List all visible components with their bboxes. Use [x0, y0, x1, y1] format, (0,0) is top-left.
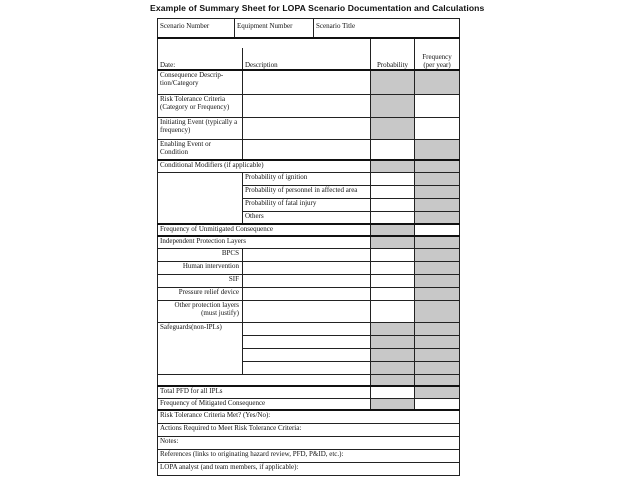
- table-row: [158, 70, 460, 94]
- table-row: [158, 236, 460, 248]
- analyst-label: LOPA analyst (and team members, if applicable):: [158, 462, 460, 475]
- spacer-row: [158, 38, 460, 48]
- risk-tolerance-label: Risk Tolerance Criteria (Category or Frequency): [158, 94, 243, 117]
- table-row: [158, 449, 460, 462]
- table-row: [158, 198, 460, 211]
- scenario-title-label: Scenario Title: [316, 22, 356, 30]
- mitigated-label: Frequency of Mitigated Consequence: [158, 398, 371, 410]
- enabling-event-label: Enabling Event or Condition: [158, 139, 243, 160]
- total-pfd-label: Total PFD for all IPLs: [158, 386, 371, 398]
- table-row: [158, 160, 460, 172]
- human-intervention-label: Human intervention: [158, 261, 243, 274]
- table-row: [158, 94, 460, 117]
- table-row: [158, 287, 460, 300]
- notes-label: Notes:: [158, 436, 460, 449]
- header-row: [158, 19, 460, 39]
- unmitigated-label: Frequency of Unmitigated Consequence: [158, 224, 371, 236]
- ipl-header-label: Independent Protection Layers: [158, 236, 371, 248]
- table-row: [158, 423, 460, 436]
- consequence-label: Consequence Descrip-tion/Category: [158, 70, 243, 94]
- bpcs-label: BPCS: [158, 248, 243, 261]
- prob-ignition-label: Probability of ignition: [243, 172, 371, 185]
- other-layers-label: Other protection layers (must justify): [158, 300, 243, 322]
- probability-header: Probability: [371, 48, 415, 70]
- sheet-title: Example of Summary Sheet for LOPA Scenario Documentation and Calculations: [150, 3, 485, 13]
- frequency-header: Frequency (per year): [415, 48, 460, 70]
- table-row: [158, 322, 460, 335]
- table-row: [158, 436, 460, 449]
- table-row: [158, 248, 460, 261]
- conditional-modifiers-label: Conditional Modifiers (if applicable): [158, 160, 371, 172]
- table-row: [158, 117, 460, 139]
- table-row: [158, 211, 460, 224]
- table-row: [158, 139, 460, 160]
- prob-fatal-label: Probability of fatal injury: [243, 198, 371, 211]
- equipment-number-label: Equipment Number: [235, 19, 314, 37]
- initiating-event-label: Initiating Event (typically a frequency): [158, 117, 243, 139]
- actions-label: Actions Required to Meet Risk Tolerance Criteria:: [158, 423, 460, 436]
- table-row: [158, 261, 460, 274]
- table-row: [158, 224, 460, 236]
- safeguards-label: Safeguards(non-IPLs): [158, 322, 243, 374]
- lopa-summary-table: [157, 18, 460, 476]
- table-row: [158, 410, 460, 423]
- pressure-relief-label: Pressure relief device: [158, 287, 243, 300]
- scenario-number-label: Scenario Number: [158, 19, 235, 37]
- others-label: Others: [243, 211, 371, 224]
- table-row: [158, 462, 460, 475]
- table-row: [158, 172, 460, 185]
- sif-label: SIF: [158, 274, 243, 287]
- table-row: [158, 274, 460, 287]
- criteria-met-label: Risk Tolerance Criteria Met? (Yes/No):: [158, 410, 460, 423]
- table-row: [158, 374, 460, 386]
- table-row: [158, 300, 460, 322]
- table-row: [158, 386, 460, 398]
- date-label: Date:: [158, 48, 243, 70]
- table-row: [158, 185, 460, 198]
- references-label: References (links to originating hazard review, PFD, P&ID, etc.):: [158, 449, 460, 462]
- description-header: Description: [243, 48, 371, 70]
- table-row: [158, 398, 460, 410]
- column-header-row: [158, 48, 460, 70]
- prob-personnel-label: Probability of personnel in affected area: [243, 185, 371, 198]
